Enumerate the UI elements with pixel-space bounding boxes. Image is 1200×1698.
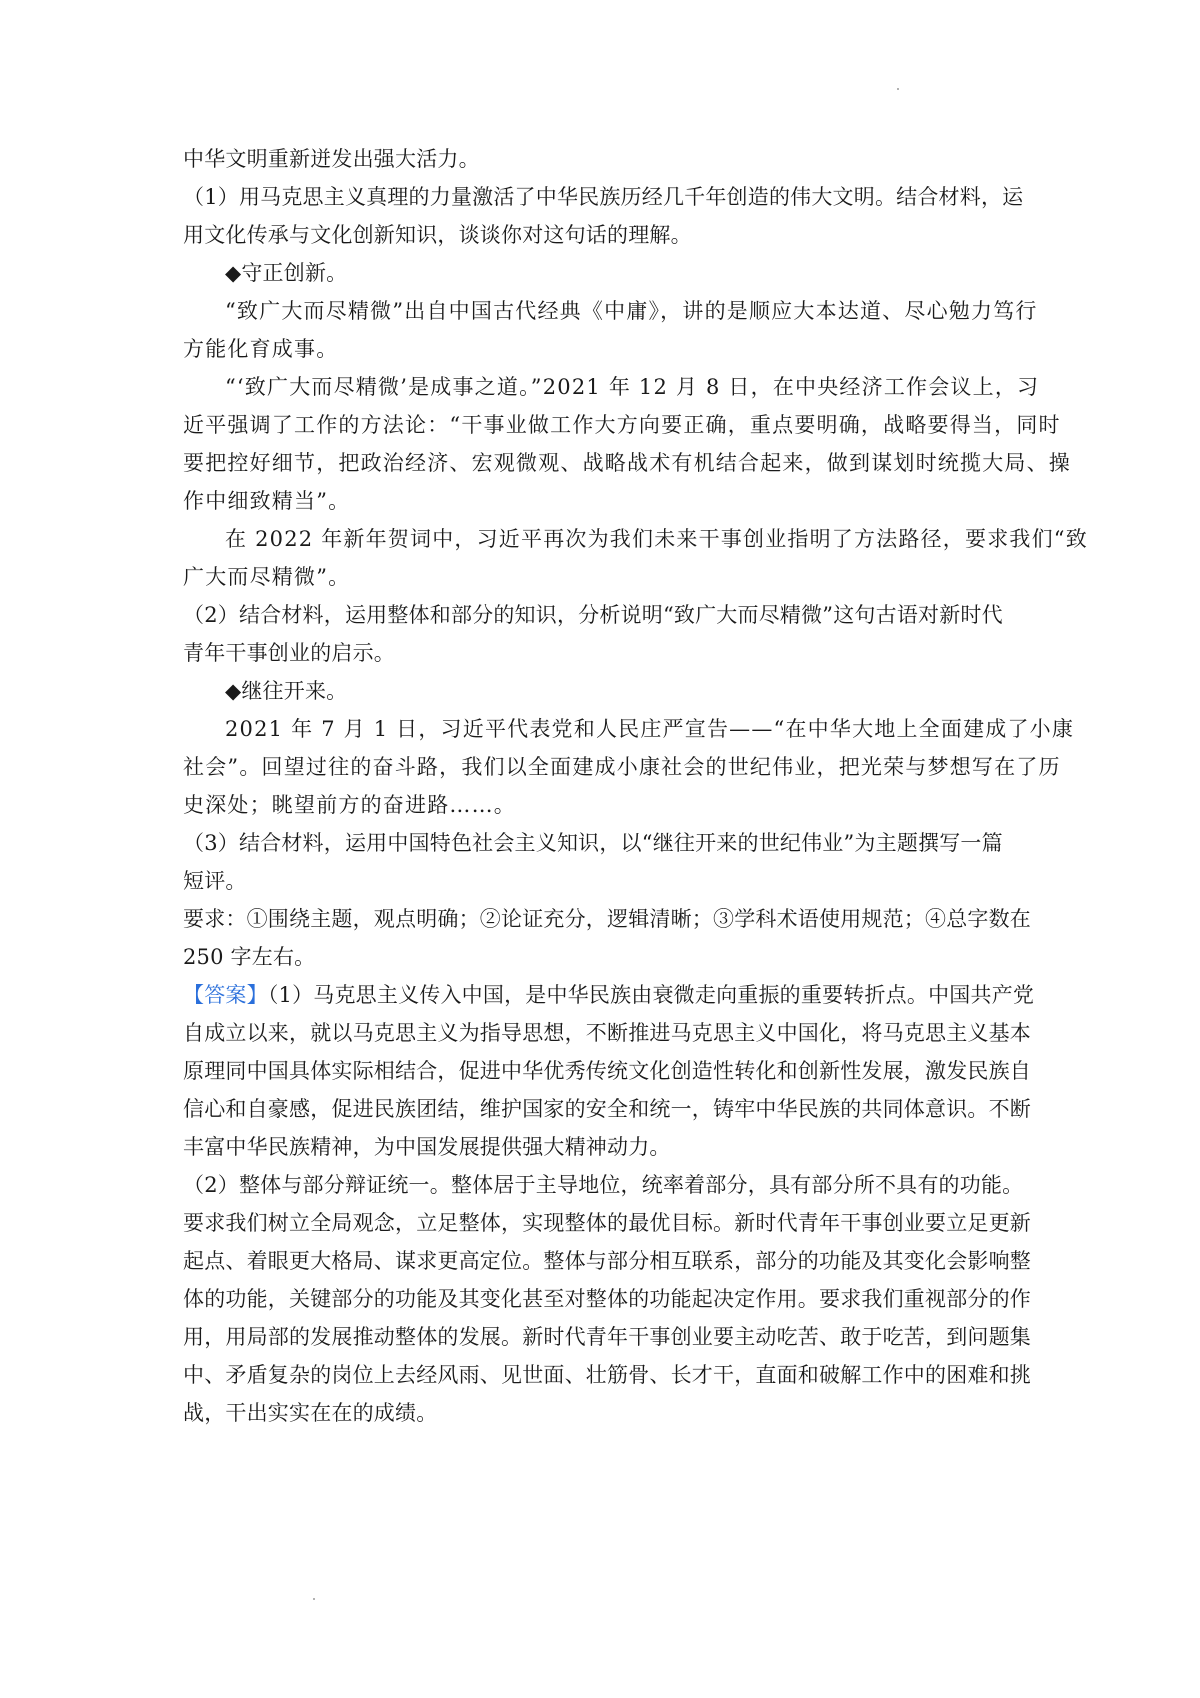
document-body — [183, 140, 1088, 1432]
answer-label: 【答案】 — [183, 983, 268, 1007]
scan-dot-top — [897, 88, 899, 90]
question-1-prompt: （1）用马克思主义真理的力量激活了中华民族历经几千年创造的伟大文明。结合材料，运 — [183, 185, 1024, 209]
material-paragraph-cont: 史深处；眺望前方的奋进路……。 — [183, 793, 516, 817]
material-paragraph-cont: 社会”。回望过往的奋斗路，我们以全面建成小康社会的世纪伟业，把光荣与梦想写在了历 — [183, 755, 1061, 779]
question-3-requirements-cont: 250 字左右。 — [183, 945, 316, 969]
answer-1-cont: 丰富中华民族精神，为中国发展提供强大精神动力。 — [183, 1135, 671, 1159]
section-heading-continuation: ◆继往开来。 — [225, 679, 348, 703]
answer-2-cont: 要求我们树立全局观念，立足整体，实现整体的最优目标。新时代青年干事创业要立足更新 — [183, 1211, 1031, 1235]
material-paragraph-cont: 要把控好细节，把政治经济、宏观微观、战略战术有机结合起来，做到谋划时统揽大局、操 — [183, 451, 1071, 475]
answer-1-cont: 信心和自豪感，促进民族团结，维护国家的安全和统一，铸牢中华民族的共同体意识。不断 — [183, 1097, 1031, 1121]
answer-2-cont: 中、矛盾复杂的岗位上去经风雨、见世面、壮筋骨、长才干，直面和破解工作中的困难和挑 — [183, 1363, 1031, 1387]
question-3-prompt: （3）结合材料，运用中国特色社会主义知识，以“继往开来的世纪伟业”为主题撰写一篇 — [183, 831, 1003, 855]
answer-2-cont: 战，干出实实在在的成绩。 — [183, 1401, 438, 1425]
scan-dot-bottom — [313, 1598, 315, 1600]
material-paragraph-cont: 方能化育成事。 — [183, 337, 339, 361]
question-2-prompt: （2）结合材料，运用整体和部分的知识，分析说明“致广大而尽精微”这句古语对新时代 — [183, 603, 1003, 627]
answer-1-line — [183, 976, 1035, 1014]
answer-2-cont: 体的功能，关键部分的功能及其变化甚至对整体的功能起决定作用。要求我们重视部分的作 — [183, 1287, 1031, 1311]
answer-2-line: （2）整体与部分辩证统一。整体居于主导地位，统率着部分，具有部分所不具有的功能。 — [183, 1173, 1024, 1197]
material-paragraph: 在 2022 年新年贺词中，习近平再次为我们未来干事创业指明了方法路径，要求我们“致 — [225, 527, 1088, 551]
material-paragraph: “致广大而尽精微”出自中国古代经典《中庸》，讲的是顺应大本达道、尽心勉力笃行 — [225, 299, 1038, 323]
answer-1-text: （1）马克思主义传入中国，是中华民族由衰微走向重振的重要转折点。中国共产党 — [267, 983, 1035, 1007]
material-paragraph-cont: 广大而尽精微”。 — [183, 565, 351, 589]
material-paragraph-cont: 近平强调了工作的方法论：“干事业做工作大方向要正确，重点要明确，战略要得当，同时 — [183, 413, 1061, 437]
answer-2-cont: 用，用局部的发展推动整体的发展。新时代青年干事创业要主动吃苦、敢于吃苦，到问题集 — [183, 1325, 1031, 1349]
material-paragraph-cont: 作中细致精当”。 — [183, 489, 351, 513]
section-heading-innovation: ◆守正创新。 — [225, 261, 348, 285]
answer-2-cont: 起点、着眼更大格局、谋求更高定位。整体与部分相互联系，部分的功能及其变化会影响整 — [183, 1249, 1031, 1273]
material-paragraph: “‘致广大而尽精微’是成事之道。”2021 年 12 月 8 日，在中央经济工作会议上，习 — [225, 375, 1040, 399]
answer-1-cont: 自成立以来，就以马克思主义为指导思想，不断推进马克思主义中国化，将马克思主义基本 — [183, 1021, 1031, 1045]
question-3-requirements: 要求：①围绕主题，观点明确；②论证充分，逻辑清晰；③学科术语使用规范；④总字数在 — [183, 907, 1031, 931]
question-1-prompt-cont: 用文化传承与文化创新知识，谈谈你对这句话的理解。 — [183, 223, 692, 247]
question-3-prompt-cont: 短评。 — [183, 869, 247, 893]
material-paragraph: 2021 年 7 月 1 日，习近平代表党和人民庄严宣告——“在中华大地上全面建成了小康 — [225, 717, 1075, 741]
text-line: 中华文明重新迸发出强大活力。 — [183, 147, 480, 171]
question-2-prompt-cont: 青年干事创业的启示。 — [183, 641, 395, 665]
answer-1-cont: 原理同中国具体实际相结合，促进中华优秀传统文化创造性转化和创新性发展，激发民族自 — [183, 1059, 1031, 1083]
